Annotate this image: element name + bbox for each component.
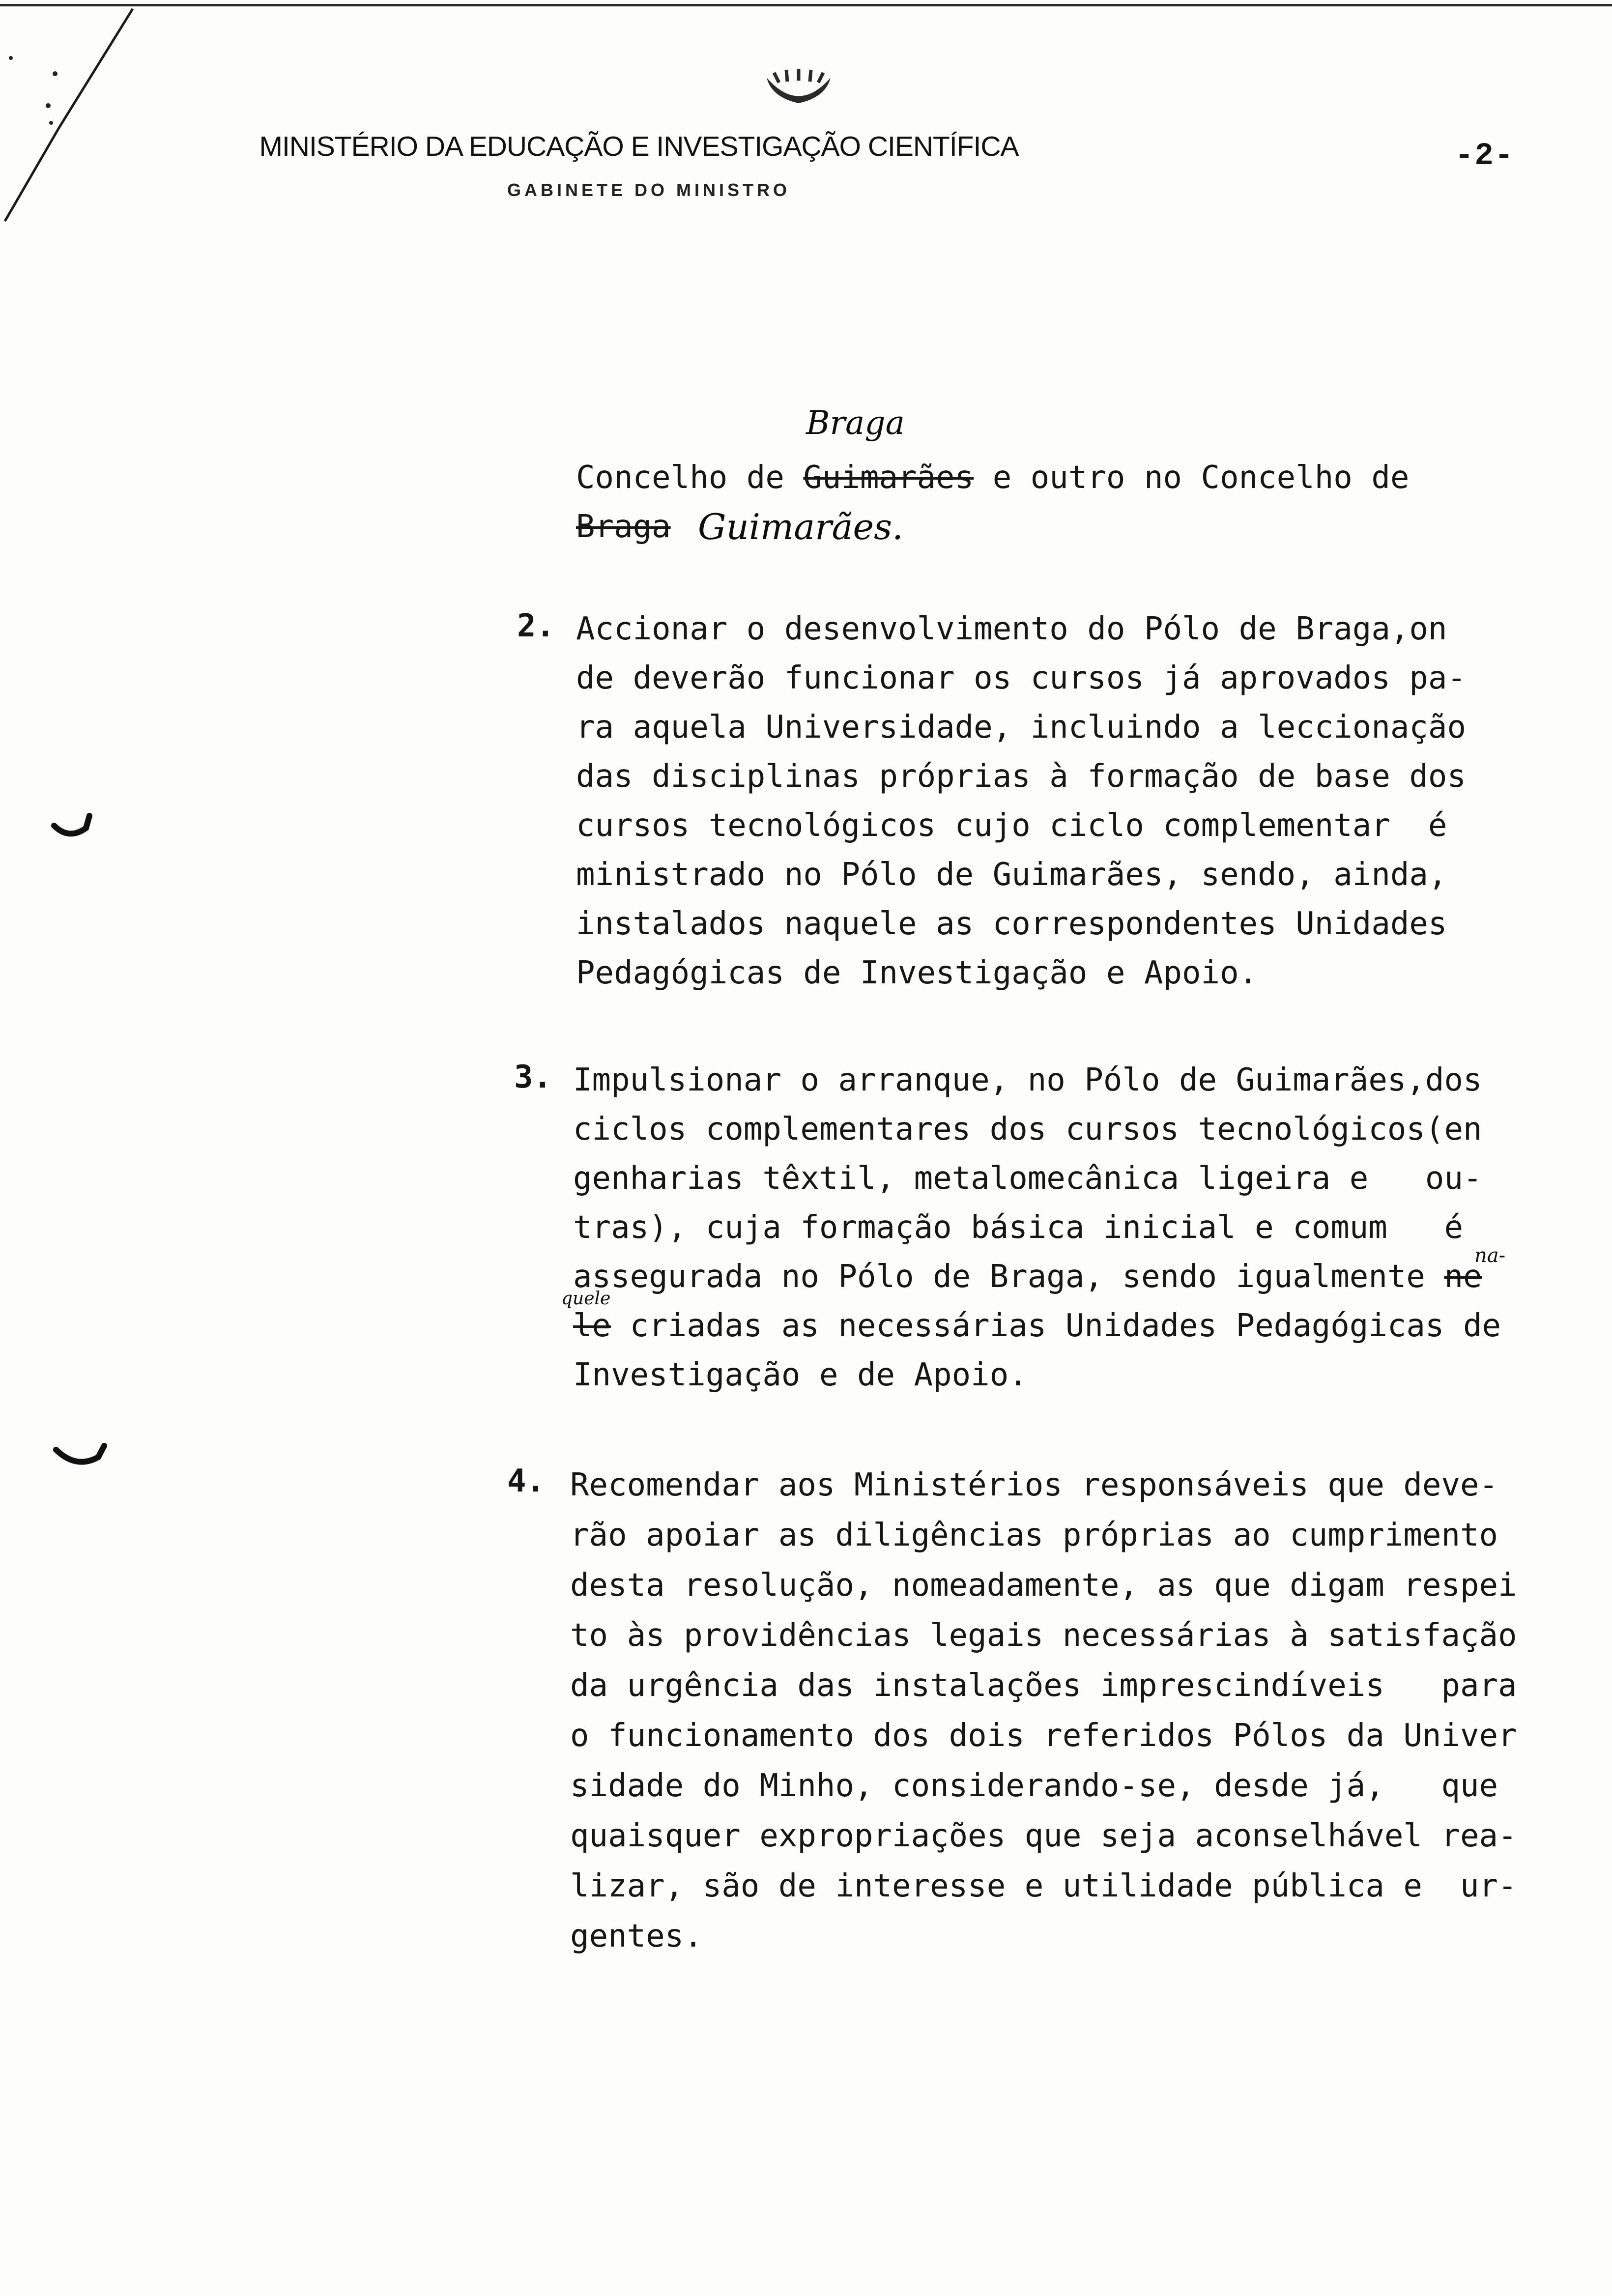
ministry-heading: MINISTÉRIO DA EDUCAÇÃO E INVESTIGAÇÃO CIENTÍFICA xyxy=(259,131,1019,162)
item-3-line-2: ciclos complementares dos cursos tecnológicos(en xyxy=(573,1111,1482,1148)
item-4-line-8: quaisquer expropriações que seja aconselhável rea- xyxy=(570,1818,1517,1854)
item-2-line-1: Accionar o desenvolvimento do Pólo de Braga,on xyxy=(576,611,1447,647)
intro-line-2 xyxy=(576,511,671,543)
struck-ne: ne xyxy=(1444,1259,1482,1295)
item-3-line-5-text: assegurada no Pólo de Braga, sendo igualmente xyxy=(573,1259,1444,1295)
item-4-line-3: desta resolução, nomeadamente, as que digam respei xyxy=(570,1567,1517,1604)
item-2-line-8: Pedagógicas de Investigação e Apoio. xyxy=(576,955,1258,991)
item-4-line-1: Recomendar aos Ministérios responsáveis que deve- xyxy=(570,1467,1498,1503)
coat-of-arms-icon xyxy=(757,68,840,110)
handwritten-insert-braga: Braga xyxy=(806,404,905,442)
item-4-line-6: o funcionamento dos dois referidos Pólos da Univer xyxy=(570,1718,1517,1754)
intro-line-1-end: e outro no Concelho de xyxy=(974,459,1410,496)
page-number: -2- xyxy=(1455,139,1515,174)
punch-hole-mark-lower xyxy=(49,1435,113,1474)
item-3-line-1: Impulsionar o arranque, no Pólo de Guimarães,dos xyxy=(573,1062,1482,1098)
intro-line-1 xyxy=(576,459,1410,496)
item-2-line-2: de deverão funcionar os cursos já aprovados pa- xyxy=(576,660,1466,696)
item-3-line-6 xyxy=(573,1310,1501,1342)
struck-guimaraes: Guimarães xyxy=(803,459,974,496)
item-4-line-5: da urgência das instalações imprescindíveis para xyxy=(570,1667,1517,1704)
item-4-line-4: to às providências legais necessárias à satisfação xyxy=(570,1617,1517,1654)
item-3-line-7: Investigação e de Apoio. xyxy=(573,1357,1028,1393)
intro-line-1-start: Concelho de xyxy=(576,459,804,496)
item-3-line-6-text: criadas as necessárias Unidades Pedagógicas de xyxy=(611,1308,1501,1344)
cabinet-subheading: GABINETE DO MINISTRO xyxy=(507,180,790,200)
item-4-line-2: rão apoiar as diligências próprias ao cumprimento xyxy=(570,1517,1498,1553)
item-2-line-4: das disciplinas próprias à formação de base dos xyxy=(576,758,1466,795)
item-2-line-5: cursos tecnológicos cujo ciclo complementar é xyxy=(576,807,1447,844)
item-2-line-3: ra aquela Universidade, incluindo a leccionação xyxy=(576,709,1466,746)
item-3-number: 3. xyxy=(514,1059,552,1095)
top-border-line xyxy=(0,4,1612,6)
handwritten-insert-guimaraes: Guimarães. xyxy=(698,506,903,547)
item-3-line-4: tras), cuja formação básica inicial e comum é xyxy=(573,1209,1463,1246)
item-2-line-6: ministrado no Pólo de Guimarães, sendo, ainda, xyxy=(576,857,1447,893)
item-4-line-10: gentes. xyxy=(570,1918,703,1954)
struck-le: le xyxy=(573,1308,611,1344)
item-3-line-3: genharias têxtil, metalomecânica ligeira e ou- xyxy=(573,1160,1482,1197)
item-4-line-7: sidade do Minho, considerando-se, desde já, que xyxy=(570,1768,1498,1804)
item-2-number: 2. xyxy=(517,608,555,644)
punch-hole-mark-upper xyxy=(49,806,98,845)
handwritten-insert-quele: quele xyxy=(561,1289,611,1309)
item-4-line-9: lizar, são de interesse e utilidade pública e ur- xyxy=(570,1868,1517,1904)
item-4-number: 4. xyxy=(507,1463,546,1499)
item-2-line-7: instalados naquele as correspondentes Unidades xyxy=(576,906,1447,942)
item-3-line-5 xyxy=(573,1259,1482,1295)
struck-braga: Braga xyxy=(576,509,671,545)
handwritten-insert-na: na- xyxy=(1474,1244,1506,1267)
